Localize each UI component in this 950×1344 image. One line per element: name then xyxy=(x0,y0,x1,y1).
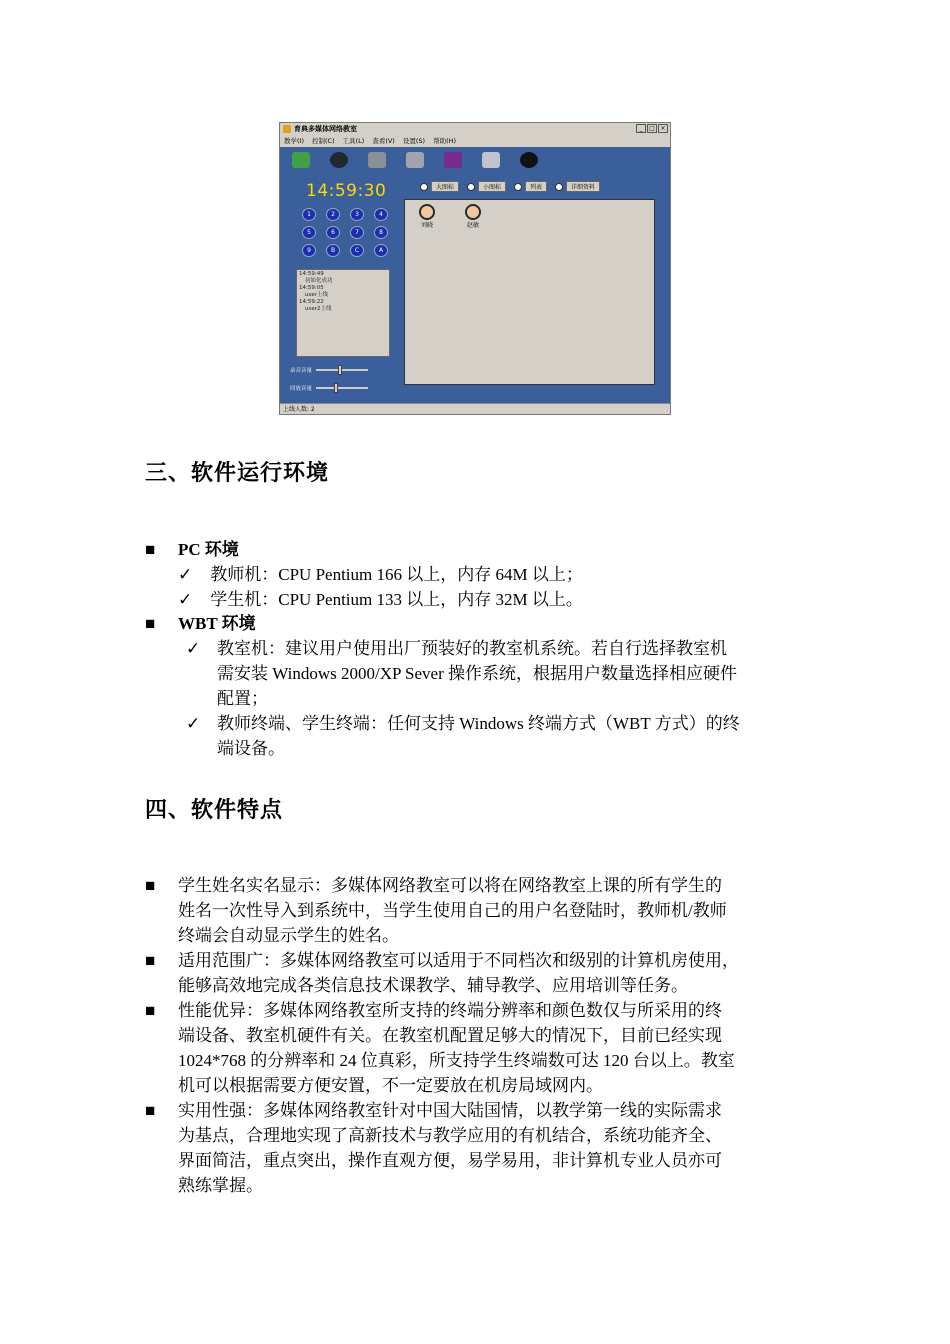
menu-control[interactable]: 控制(C) xyxy=(312,137,335,145)
log-line: user上线 xyxy=(305,292,328,298)
log-line: 初始化成功 xyxy=(305,278,333,284)
radio-icon[interactable] xyxy=(467,183,475,191)
playback-volume xyxy=(290,384,368,392)
record-volume xyxy=(290,366,368,374)
square-bullet-icon: ■ xyxy=(145,876,156,895)
radio-icon[interactable] xyxy=(555,183,563,191)
keypad-key[interactable]: 4 xyxy=(374,208,388,221)
teacher-pc-item xyxy=(178,562,583,587)
pc-env-label: PC 环境 xyxy=(178,540,239,559)
square-bullet-icon: ■ xyxy=(145,614,156,633)
radio-icon[interactable] xyxy=(420,183,428,191)
menu-view[interactable]: 查看(V) xyxy=(372,137,395,145)
app-title: 育典多媒体网络教室 xyxy=(294,125,357,133)
square-bullet-icon: ■ xyxy=(145,951,156,970)
maximize-icon[interactable]: □ xyxy=(647,124,657,133)
student-pc-text: 学生机：CPU Pentium 133 以上，内存 32M 以上。 xyxy=(210,590,583,609)
view-small-icons[interactable]: 小图标 xyxy=(467,181,506,192)
radio-icon[interactable] xyxy=(514,183,522,191)
menu-settings[interactable]: 设置(S) xyxy=(402,137,426,145)
keypad-key[interactable]: A xyxy=(374,244,388,257)
wbt-env-label: WBT 环境 xyxy=(178,614,256,633)
app-statusbar: 上线人数: 2 xyxy=(280,403,670,414)
file-icon[interactable] xyxy=(368,152,386,168)
view-list[interactable]: 列表 xyxy=(514,181,547,192)
square-bullet-icon: ■ xyxy=(145,1101,156,1120)
square-bullet-icon: ■ xyxy=(145,1001,156,1020)
keypad-key[interactable]: 6 xyxy=(326,226,340,239)
clock-display: 14:59:30 xyxy=(306,181,387,201)
check-icon: ✓ xyxy=(178,590,193,609)
playback-volume-slider[interactable] xyxy=(316,387,368,389)
menu-help[interactable]: 帮助(H) xyxy=(433,137,457,145)
alert-icon[interactable] xyxy=(520,152,538,168)
record-volume-slider[interactable] xyxy=(316,369,368,371)
slider-thumb[interactable] xyxy=(334,383,338,393)
student-pc-item xyxy=(178,587,583,612)
keypad xyxy=(302,208,388,257)
menu-tools[interactable]: 工具(L) xyxy=(342,137,365,145)
student-panel xyxy=(404,199,655,385)
section3-heading: 三、软件运行环境 xyxy=(145,461,330,486)
keypad-key[interactable]: 1 xyxy=(302,208,316,221)
screen-icon[interactable] xyxy=(444,152,462,168)
keypad-key[interactable]: 5 xyxy=(302,226,316,239)
student-item[interactable] xyxy=(461,204,485,229)
speaker-icon[interactable] xyxy=(292,152,310,168)
log-line: 14:59:22 xyxy=(299,299,324,305)
eye-icon[interactable] xyxy=(330,152,348,168)
view-details[interactable]: 详细资料 xyxy=(555,181,600,192)
close-icon[interactable]: × xyxy=(658,124,668,133)
feature-item: 学生姓名实名显示：多媒体网络教室可以将在网络教室上课的所有学生的 姓名一次性导入到系统中，当学生使用自己的用户名登陆时，教师机/教师 终端会自动显示学生的姓名。 xyxy=(178,876,727,945)
square-bullet-icon: ■ xyxy=(145,540,156,559)
keypad-key[interactable]: B xyxy=(326,244,340,257)
app-screenshot xyxy=(279,122,671,415)
app-logo-icon xyxy=(283,125,291,133)
log-line: 14:59:05 xyxy=(299,285,324,291)
view-large-icons[interactable]: 大图标 xyxy=(420,181,459,192)
keypad-key[interactable]: C xyxy=(350,244,364,257)
app-toolbar xyxy=(280,148,670,172)
event-log[interactable] xyxy=(296,269,390,357)
tools-icon[interactable] xyxy=(482,152,500,168)
teacher-pc-text: 教师机：CPU Pentium 166 以上，内存 64M 以上； xyxy=(210,565,583,584)
slider-thumb[interactable] xyxy=(338,365,342,375)
check-icon: ✓ xyxy=(178,565,193,584)
student-name: 刘晓 xyxy=(420,222,433,229)
feature-item: 适用范围广：多媒体网络教室可以适用于不同档次和级别的计算机房使用， 能够高效地完成各类信息技术课教学、辅导教学、应用培训等任务。 xyxy=(178,951,739,995)
playback-volume-label: 回放音量 xyxy=(290,386,313,392)
check-icon: ✓ xyxy=(186,639,201,658)
feature-item: 实用性强：多媒体网络教室针对中国大陆国情，以教学第一线的实际需求 为基点，合理地实现了高新技术与教学应用的有机结合，系统功能齐全、 界面简洁，重点突出，操作直观方便，易学易用，非计算机专业人员亦可 熟练掌握。 xyxy=(178,1101,722,1195)
check-icon: ✓ xyxy=(186,714,201,733)
keypad-key[interactable]: 3 xyxy=(350,208,364,221)
feature-item: 性能优异：多媒体网络教室所支持的终端分辨率和颜色数仅与所采用的终 端设备、教室机硬件有关。在教室机配置足够大的情况下，目前已经实现 1024*768 的分辨率和 24 位真彩，所支持学生终端数可达 120 台以上。教室 机可以根据需要方便安置，不一定要放在机房局域网内。 xyxy=(178,1001,735,1095)
student-item[interactable] xyxy=(415,204,439,229)
student-name: 赵敏 xyxy=(466,222,479,229)
minimize-icon[interactable]: _ xyxy=(636,124,646,133)
student-avatar-icon xyxy=(465,204,481,220)
keypad-key[interactable]: 7 xyxy=(350,226,364,239)
view-options xyxy=(420,181,600,192)
menu-teach[interactable]: 教学(I) xyxy=(284,137,304,145)
section4-heading: 四、软件特点 xyxy=(145,798,284,823)
record-volume-label: 录音音量 xyxy=(290,368,313,374)
keypad-key[interactable]: 9 xyxy=(302,244,316,257)
log-line: 14:59:49 xyxy=(299,271,324,277)
log-line: user2上线 xyxy=(305,306,332,312)
app-menubar xyxy=(280,135,670,147)
classroom-text: 教室机：建议用户使用出厂预装好的教室机系统。若自行选择教室机 需安装 Windows 2000/XP Sever 操作系统，根据用户数量选择相应硬件 配置； xyxy=(217,639,738,708)
terminals-text: 教师终端、学生终端：任何支持 Windows 终端方式（WBT 方式）的终 端设备。 xyxy=(217,714,740,758)
broadcast-icon[interactable] xyxy=(406,152,424,168)
keypad-key[interactable]: 2 xyxy=(326,208,340,221)
keypad-key[interactable]: 8 xyxy=(374,226,388,239)
student-avatar-icon xyxy=(419,204,435,220)
